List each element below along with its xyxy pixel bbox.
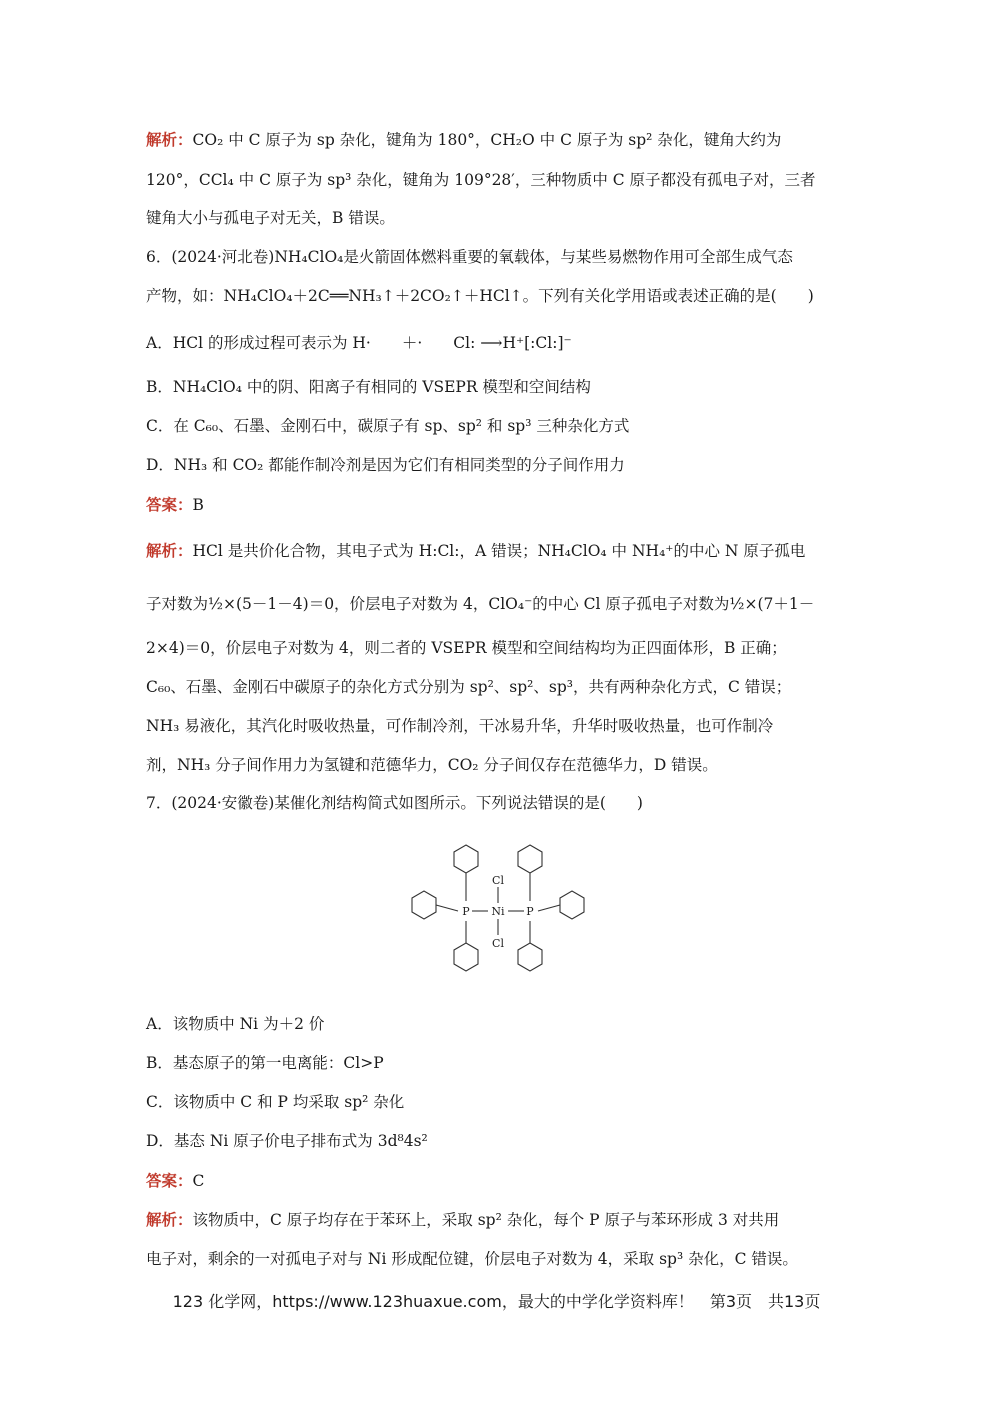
line-text: C xyxy=(192,1172,205,1190)
catalyst-structure-diagram xyxy=(396,843,596,978)
p-right-label: P xyxy=(526,905,534,918)
line-text: 6．(2024·河北卷)NH₄ClO₄是火箭固体燃料重要的氧载体，与某些易燃物作用可全部生成气态 xyxy=(146,248,793,266)
text-line xyxy=(146,247,793,267)
text-line xyxy=(146,793,643,813)
line-text: B xyxy=(192,496,204,514)
text-line xyxy=(146,333,572,353)
text-line xyxy=(146,1171,204,1191)
line-text: CO₂ 中 C 原子为 sp 杂化，键角为 180°，CH₂O 中 C 原子为 sp² 杂化，键角大约为 xyxy=(192,131,782,149)
text-line xyxy=(146,755,718,775)
line-text: 120°，CCl₄ 中 C 原子为 sp³ 杂化，键角为 109°28′，三种物质中 C 原子都没有孤电子对，三者 xyxy=(146,171,816,189)
page-footer: 123 化学网，https://www.123huaxue.com，最大的中学化学资料库！ 第3页 共13页 xyxy=(172,1292,821,1311)
text-line xyxy=(146,716,773,736)
section-label: 解析： xyxy=(146,1210,193,1229)
section-label: 解析： xyxy=(146,130,193,149)
text-line xyxy=(146,1249,798,1269)
line-text: C．该物质中 C 和 P 均采取 sp² 杂化 xyxy=(146,1093,405,1111)
text-line xyxy=(146,1092,404,1112)
section-label: 答案： xyxy=(146,495,193,514)
line-text: 键角大小与孤电子对无关，B 错误。 xyxy=(146,209,395,227)
text-line xyxy=(146,208,395,228)
p-left-label: P xyxy=(462,905,470,918)
text-line xyxy=(146,1210,779,1230)
text-line xyxy=(146,1053,384,1073)
line-text: 2×4)＝0，价层电子对数为 4，则二者的 VSEPR 模型和空间结构均为正四面体形，B 正确； xyxy=(146,639,787,657)
line-text: 该物质中，C 原子均存在于苯环上，采取 sp² 杂化，每个 P 原子与苯环形成 3 对共用 xyxy=(192,1211,780,1229)
line-text: 电子对，剩余的一对孤电子对与 Ni 形成配位键，价层电子对数为 4，采取 sp³ 杂化，C 错误。 xyxy=(146,1250,798,1268)
text-line xyxy=(146,130,781,150)
line-text: HCl 是共价化合物，其电子式为 H:Cl:，A 错误；NH₄ClO₄ 中 NH₄⁺的中心 N 原子孤电 xyxy=(192,542,806,560)
line-text: C．在 C₆₀、石墨、金刚石中，碳原子有 sp、sp² 和 sp³ 三种杂化方式 xyxy=(146,417,630,435)
text-line xyxy=(146,1014,324,1034)
line-text: 剂，NH₃ 分子间作用力为氢键和范德华力，CO₂ 分子间仅存在范德华力，D 错误。 xyxy=(146,756,718,774)
line-text: D．NH₃ 和 CO₂ 都能作制冷剂是因为它们有相同类型的分子间作用力 xyxy=(146,456,625,474)
text-line xyxy=(146,416,629,436)
line-text: B．基态原子的第一电离能：Cl>P xyxy=(146,1054,384,1072)
text-line xyxy=(146,677,791,697)
section-label: 解析： xyxy=(146,541,193,560)
text-line xyxy=(146,495,204,515)
line-text: D．基态 Ni 原子价电子排布式为 3d⁸4s² xyxy=(146,1132,428,1150)
line-text: A．HCl 的形成过程可表示为 H· ＋· Cl: ⟶H⁺[:Cl:]⁻ xyxy=(146,334,572,352)
line-text: 7．(2024·安徽卷)某催化剂结构简式如图所示。下列说法错误的是( ) xyxy=(146,794,643,812)
text-line xyxy=(146,1131,428,1151)
text-line xyxy=(146,286,814,306)
line-text: 子对数为½×(5－1－4)＝0，价层电子对数为 4，ClO₄⁻的中心 Cl 原子孤电子对数为½×(7＋1－ xyxy=(146,595,815,613)
text-line xyxy=(146,455,625,475)
text-line xyxy=(146,170,816,190)
line-text: NH₃ 易液化，其汽化时吸收热量，可作制冷剂，干冰易升华，升华时吸收热量，也可作制冷 xyxy=(146,717,774,735)
text-line xyxy=(146,377,591,397)
line-text: 产物，如：NH₄ClO₄＋2C══NH₃↑＋2CO₂↑＋HCl↑。下列有关化学用语或表述正确的是( ) xyxy=(146,287,814,305)
line-text: A．该物质中 Ni 为＋2 价 xyxy=(146,1015,325,1033)
section-label: 答案： xyxy=(146,1171,193,1190)
text-line xyxy=(146,638,787,658)
ni-label: Ni xyxy=(491,905,505,918)
text-line xyxy=(146,541,805,561)
cl-bottom-label: Cl xyxy=(492,937,504,950)
cl-top-label: Cl xyxy=(492,874,504,887)
line-text: B．NH₄ClO₄ 中的阴、阳离子有相同的 VSEPR 模型和空间结构 xyxy=(146,378,591,396)
text-line xyxy=(146,594,814,614)
line-text: C₆₀、石墨、金刚石中碳原子的杂化方式分别为 sp²、sp²、sp³，共有两种杂化方式，C 错误； xyxy=(146,678,792,696)
